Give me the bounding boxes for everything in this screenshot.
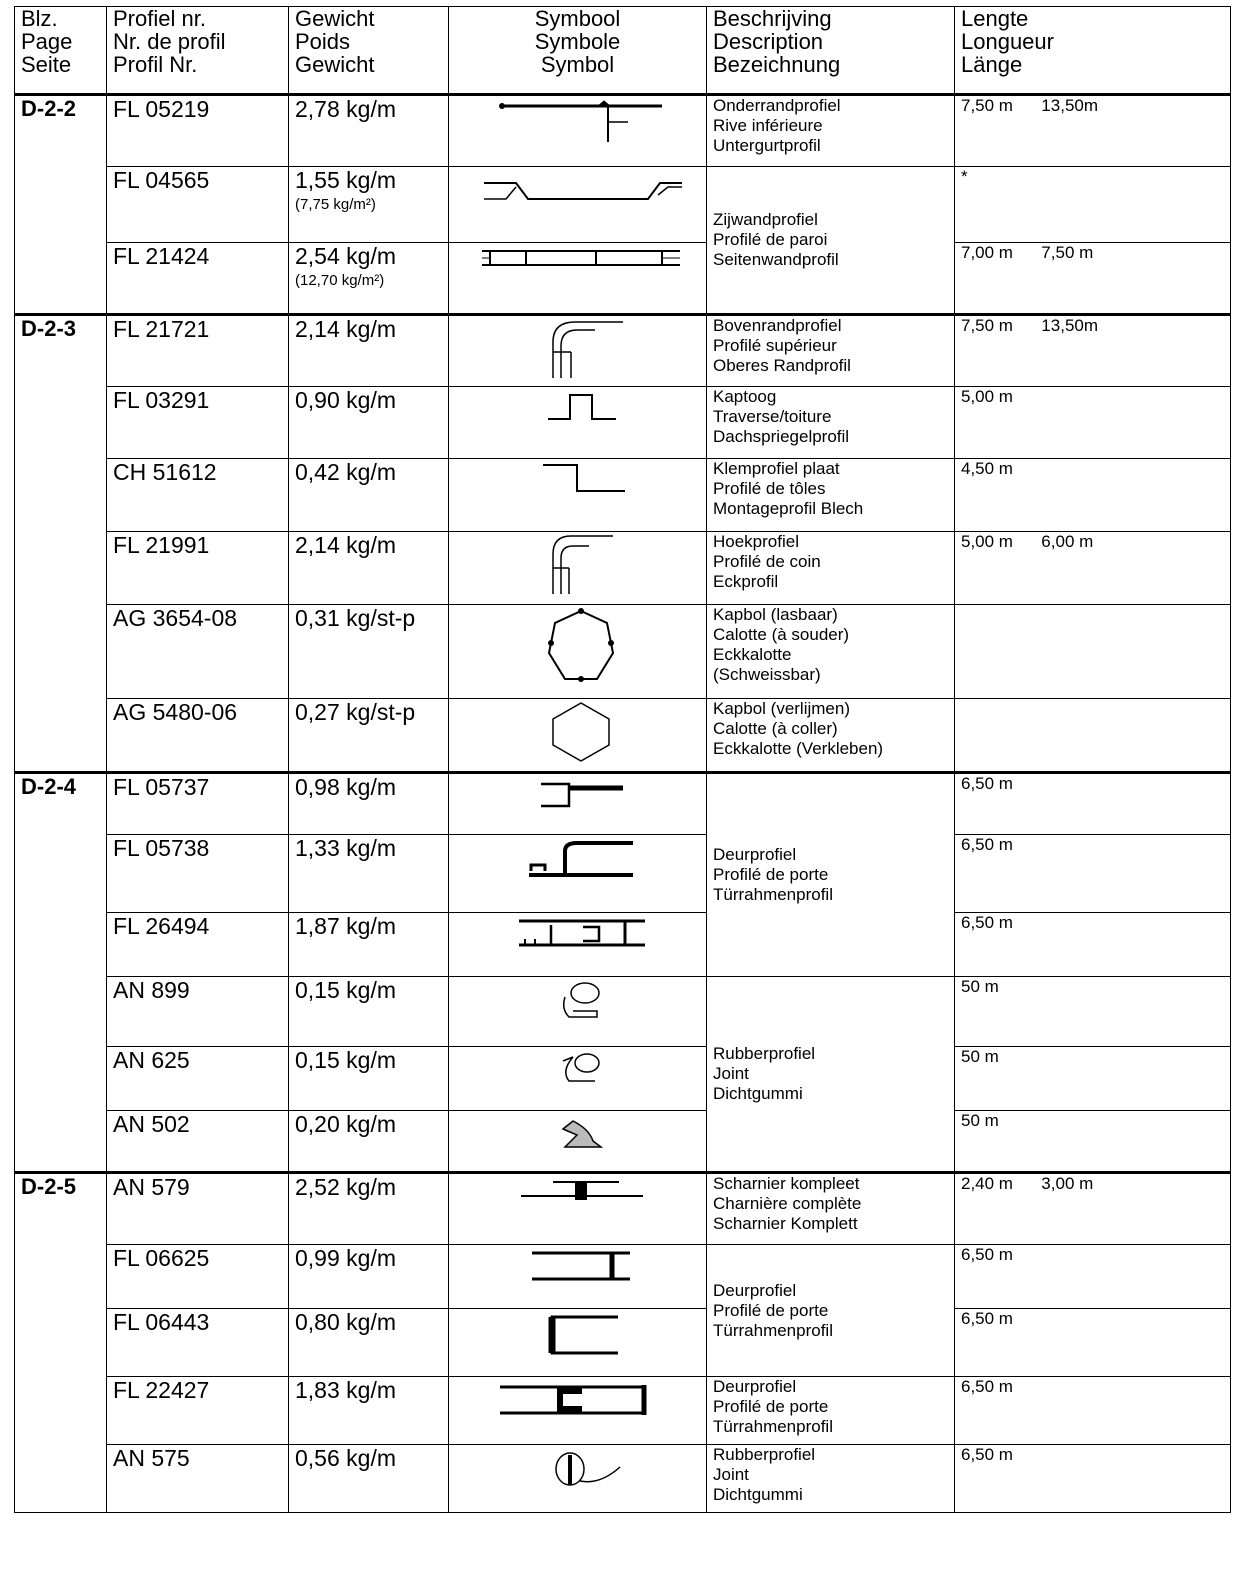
weight: 1,55 kg/m (7,75 kg/m²): [289, 167, 449, 243]
weight: 1,33 kg/m: [289, 835, 449, 913]
weight: 0,80 kg/m: [289, 1309, 449, 1377]
profile-table: [14, 6, 1231, 1513]
profile-nr: FL 21424: [107, 243, 289, 315]
profile-nr: AN 899: [107, 977, 289, 1047]
weight: 2,78 kg/m: [289, 95, 449, 167]
door-profile-icon: [449, 1377, 707, 1445]
weight: 0,15 kg/m: [289, 1047, 449, 1111]
description: Klemprofiel plaat Profilé de tôles Montageprofil Blech: [707, 459, 955, 532]
description: Rubberprofiel Joint Dichtgummi: [707, 977, 955, 1173]
length: 5,00 m 6,00 m: [955, 532, 1231, 605]
description: Scharnier kompleet Charnière complète Scharnier Komplett: [707, 1173, 955, 1245]
table-row: [15, 387, 1231, 459]
table-row: [15, 459, 1231, 532]
length: 6,50 m: [955, 1245, 1231, 1309]
table-row: [15, 167, 1231, 243]
length: 50 m: [955, 977, 1231, 1047]
length: 5,00 m: [955, 387, 1231, 459]
length: 2,40 m 3,00 m: [955, 1173, 1231, 1245]
rubber-seal-icon: [449, 977, 707, 1047]
header-symbol: Symbool Symbole Symbol: [449, 7, 707, 95]
length: 4,50 m: [955, 459, 1231, 532]
page-ref: D-2-5: [15, 1173, 107, 1513]
table-row: [15, 605, 1231, 699]
table-row: [15, 1445, 1231, 1513]
description: Hoekprofiel Profilé de coin Eckprofil: [707, 532, 955, 605]
length: 6,50 m: [955, 913, 1231, 977]
table-row: [15, 699, 1231, 773]
weight: 1,87 kg/m: [289, 913, 449, 977]
rubber-seal-icon: [449, 1111, 707, 1173]
corner-cap-weld-icon: [449, 605, 707, 699]
length: 6,50 m: [955, 773, 1231, 835]
table-row: [15, 773, 1231, 835]
profile-nr: AN 579: [107, 1173, 289, 1245]
length: *: [955, 167, 1231, 243]
rubber-seal-icon: [449, 1047, 707, 1111]
table-row: [15, 913, 1231, 977]
rubber-seal-icon: [449, 1445, 707, 1513]
weight: 2,54 kg/m (12,70 kg/m²): [289, 243, 449, 315]
profile-nr: FL 21991: [107, 532, 289, 605]
table-row: [15, 532, 1231, 605]
header-profile-nr: Profiel nr. Nr. de profil Profil Nr.: [107, 7, 289, 95]
description: Rubberprofiel Joint Dichtgummi: [707, 1445, 955, 1513]
length: [955, 699, 1231, 773]
hinge-profile-icon: [449, 1173, 707, 1245]
table-row: [15, 1111, 1231, 1173]
table-row: [15, 315, 1231, 387]
door-profile-icon: [449, 773, 707, 835]
weight: 1,83 kg/m: [289, 1377, 449, 1445]
table-row: [15, 1377, 1231, 1445]
header-description: Beschrijving Description Bezeichnung: [707, 7, 955, 95]
profile-nr: AG 5480-06: [107, 699, 289, 773]
description: Onderrandprofiel Rive inférieure Untergurtprofil: [707, 95, 955, 167]
table-row: [15, 977, 1231, 1047]
door-profile-icon: [449, 1245, 707, 1309]
length: 50 m: [955, 1047, 1231, 1111]
length: 6,50 m: [955, 1309, 1231, 1377]
weight: 0,31 kg/st-p: [289, 605, 449, 699]
profile-nr: AG 3654-08: [107, 605, 289, 699]
description: Kapbol (lasbaar) Calotte (à souder) Eckkalotte (Schweissbar): [707, 605, 955, 699]
length: 50 m: [955, 1111, 1231, 1173]
length: 6,50 m: [955, 835, 1231, 913]
profile-nr: FL 06625: [107, 1245, 289, 1309]
profile-nr: AN 625: [107, 1047, 289, 1111]
weight: 0,15 kg/m: [289, 977, 449, 1047]
profile-nr: FL 03291: [107, 387, 289, 459]
description: Zijwandprofiel Profilé de paroi Seitenwandprofil: [707, 167, 955, 315]
door-profile-icon: [449, 913, 707, 977]
description: Kapbol (verlijmen) Calotte (à coller) Eckkalotte (Verkleben): [707, 699, 955, 773]
weight: 2,52 kg/m: [289, 1173, 449, 1245]
profile-nr: CH 51612: [107, 459, 289, 532]
weight: 0,90 kg/m: [289, 387, 449, 459]
door-profile-icon: [449, 1309, 707, 1377]
wall-profile-icon: [449, 167, 707, 243]
header-page: Blz. Page Seite: [15, 7, 107, 95]
table-row: [15, 1309, 1231, 1377]
length: 7,50 m 13,50m: [955, 95, 1231, 167]
profile-nr: AN 575: [107, 1445, 289, 1513]
length: 6,50 m: [955, 1445, 1231, 1513]
profile-nr: FL 04565: [107, 167, 289, 243]
table-row: [15, 243, 1231, 315]
clamp-profile-icon: [449, 459, 707, 532]
weight: 0,20 kg/m: [289, 1111, 449, 1173]
table-row: [15, 1173, 1231, 1245]
description: Deurprofiel Profilé de porte Türrahmenprofil: [707, 773, 955, 977]
corner-cap-glue-icon: [449, 699, 707, 773]
table-row: [15, 835, 1231, 913]
weight: 2,14 kg/m: [289, 532, 449, 605]
edge-profile-icon: [449, 95, 707, 167]
weight: 0,27 kg/st-p: [289, 699, 449, 773]
header-weight: Gewicht Poids Gewicht: [289, 7, 449, 95]
corner-profile-icon: [449, 315, 707, 387]
weight: 0,99 kg/m: [289, 1245, 449, 1309]
table-header-row: [15, 7, 1231, 95]
weight: 2,14 kg/m: [289, 315, 449, 387]
length: 6,50 m: [955, 1377, 1231, 1445]
weight: 0,42 kg/m: [289, 459, 449, 532]
header-length: Lengte Longueur Länge: [955, 7, 1231, 95]
profile-nr: FL 05737: [107, 773, 289, 835]
table-row: [15, 95, 1231, 167]
length: 7,50 m 13,50m: [955, 315, 1231, 387]
page-ref: D-2-2: [15, 95, 107, 315]
profile-nr: FL 26494: [107, 913, 289, 977]
table-row: [15, 1245, 1231, 1309]
hat-profile-icon: [449, 387, 707, 459]
profile-nr: AN 502: [107, 1111, 289, 1173]
description: Deurprofiel Profilé de porte Türrahmenprofil: [707, 1245, 955, 1377]
description: Deurprofiel Profilé de porte Türrahmenprofil: [707, 1377, 955, 1445]
page-ref: D-2-3: [15, 315, 107, 773]
profile-nr: FL 22427: [107, 1377, 289, 1445]
length: [955, 605, 1231, 699]
description: Kaptoog Traverse/toiture Dachspriegelprofil: [707, 387, 955, 459]
door-profile-icon: [449, 835, 707, 913]
length: 7,00 m 7,50 m: [955, 243, 1231, 315]
profile-nr: FL 05219: [107, 95, 289, 167]
corner-profile-icon: [449, 532, 707, 605]
weight: 0,56 kg/m: [289, 1445, 449, 1513]
profile-nr: FL 21721: [107, 315, 289, 387]
page-ref: D-2-4: [15, 773, 107, 1173]
table-row: [15, 1047, 1231, 1111]
description: Bovenrandprofiel Profilé supérieur Oberes Randprofil: [707, 315, 955, 387]
profile-nr: FL 06443: [107, 1309, 289, 1377]
profile-nr: FL 05738: [107, 835, 289, 913]
weight: 0,98 kg/m: [289, 773, 449, 835]
wall-profile-icon: [449, 243, 707, 315]
